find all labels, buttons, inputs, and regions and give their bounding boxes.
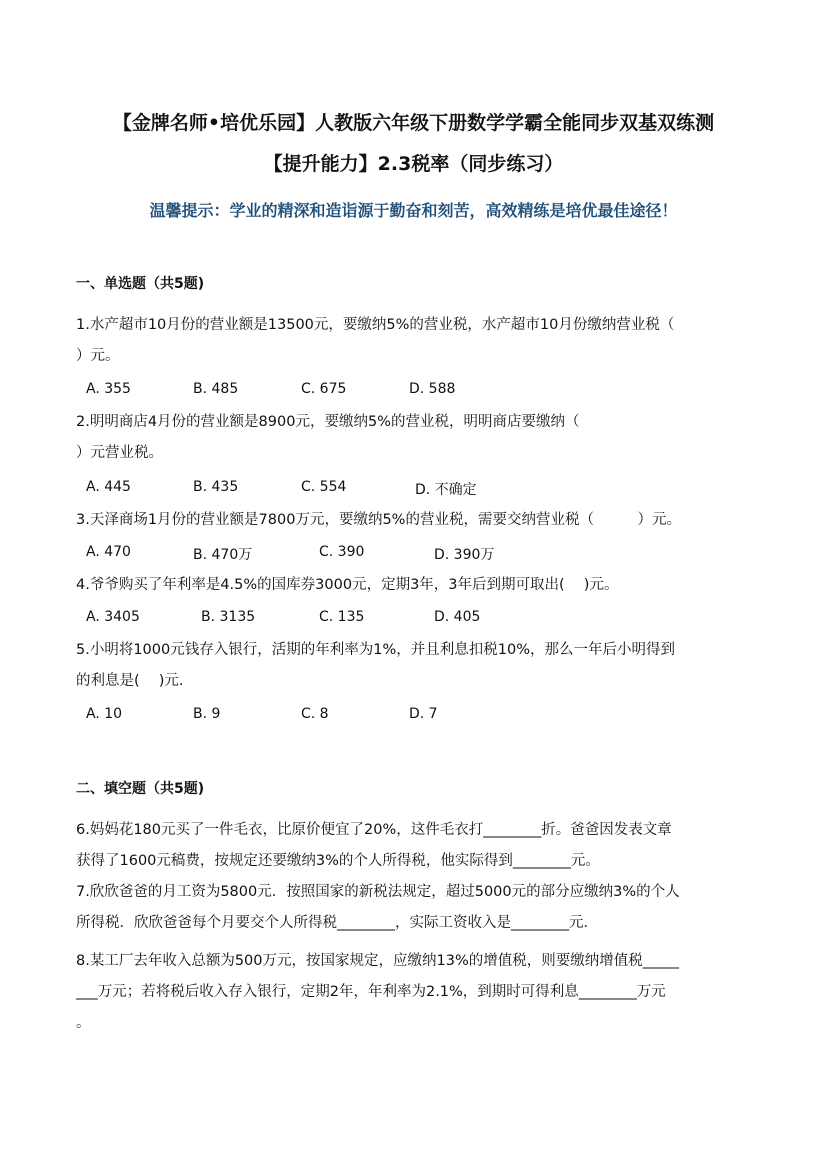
option-a[interactable]: A. 10 <box>86 706 123 722</box>
question-text: 4.爷爷购买了年利率是4.5%的国库券3000元，定期3年，3年后到期可取出( )元。 <box>76 577 619 593</box>
option-d[interactable]: D. 不确定 <box>415 482 477 498</box>
option-b[interactable]: B. 470万 <box>193 547 253 563</box>
option-b[interactable]: B. 3135 <box>201 609 256 625</box>
question-text: 的利息是( )元. <box>76 673 184 689</box>
document-title-line2: 【提升能力】2.3税率（同步练习） <box>263 153 564 175</box>
question-3 <box>76 505 756 536</box>
option-d[interactable]: D. 405 <box>434 609 481 625</box>
question-text: ）元营业税。 <box>76 445 163 461</box>
question-text: 获得了1600元稿费，按规定还要缴纳3%的个人所得税，他实际得到________元。 <box>76 853 600 869</box>
question-text: 5.小明将1000元钱存入银行，活期的年利率为1%，并且利息扣税10%，那么一年后小明得到 <box>76 642 675 658</box>
question-text: 1.水产超市10月份的营业额是13500元，要缴纳5%的营业税，水产超市10月份缴纳营业税（ <box>76 317 675 333</box>
option-c[interactable]: C. 675 <box>301 381 347 397</box>
option-d[interactable]: D. 588 <box>409 381 456 397</box>
option-a[interactable]: A. 470 <box>86 544 131 560</box>
section-heading-single-choice: 一、单选题（共5题) <box>76 276 205 292</box>
option-c[interactable]: C. 554 <box>301 479 347 495</box>
option-a[interactable]: A. 3405 <box>86 609 140 625</box>
question-1 <box>76 310 756 372</box>
question-text: 2.明明商店4月份的营业额是8900元，要缴纳5%的营业税，明明商店要缴纳（ <box>76 414 580 430</box>
section-heading-fill-blank: 二、填空题（共5题) <box>76 781 205 797</box>
question-text: 6.妈妈花180元买了一件毛衣，比原价便宜了20%，这件毛衣打________折。爸爸因发表文章 <box>76 822 672 838</box>
question-5 <box>76 635 756 697</box>
document-title-line1: 【金牌名师•培优乐园】人教版六年级下册数学学霸全能同步双基双练测 <box>112 112 715 134</box>
option-b[interactable]: B. 485 <box>193 381 239 397</box>
question-4 <box>76 570 756 601</box>
option-d[interactable]: D. 390万 <box>434 547 495 563</box>
question-7 <box>76 877 756 939</box>
warm-tip: 温馨提示：学业的精深和造诣源于勤奋和刻苦，高效精练是培优最佳途径！ <box>149 201 678 220</box>
option-d[interactable]: D. 7 <box>409 706 438 722</box>
question-text: 。 <box>76 1015 91 1031</box>
option-b[interactable]: B. 9 <box>193 706 221 722</box>
question-text: 8.某工厂去年收入总额为500万元，按国家规定，应缴纳13%的增值税，则要缴纳增值税_____ <box>76 953 679 969</box>
question-6 <box>76 815 756 877</box>
option-c[interactable]: C. 390 <box>319 544 365 560</box>
question-text: ）元。 <box>76 348 120 364</box>
option-b[interactable]: B. 435 <box>193 479 239 495</box>
question-text: ___万元；若将税后收入存入银行，定期2年，年利率为2.1%，到期时可得利息________万元 <box>76 984 666 1000</box>
option-c[interactable]: C. 8 <box>301 706 329 722</box>
question-text: 7.欣欣爸爸的月工资为5800元．按照国家的新税法规定，超过5000元的部分应缴纳3%的个人 <box>76 884 680 900</box>
option-c[interactable]: C. 135 <box>319 609 365 625</box>
question-text: 所得税．欣欣爸爸每个月要交个人所得税________，实际工资收入是________元． <box>76 915 598 931</box>
question-text: 3.天泽商场1月份的营业额是7800万元，要缴纳5%的营业税，需要交纳营业税（ ）元。 <box>76 512 681 528</box>
question-2 <box>76 407 756 469</box>
option-a[interactable]: A. 355 <box>86 381 131 397</box>
option-a[interactable]: A. 445 <box>86 479 131 495</box>
question-8 <box>76 946 756 1039</box>
